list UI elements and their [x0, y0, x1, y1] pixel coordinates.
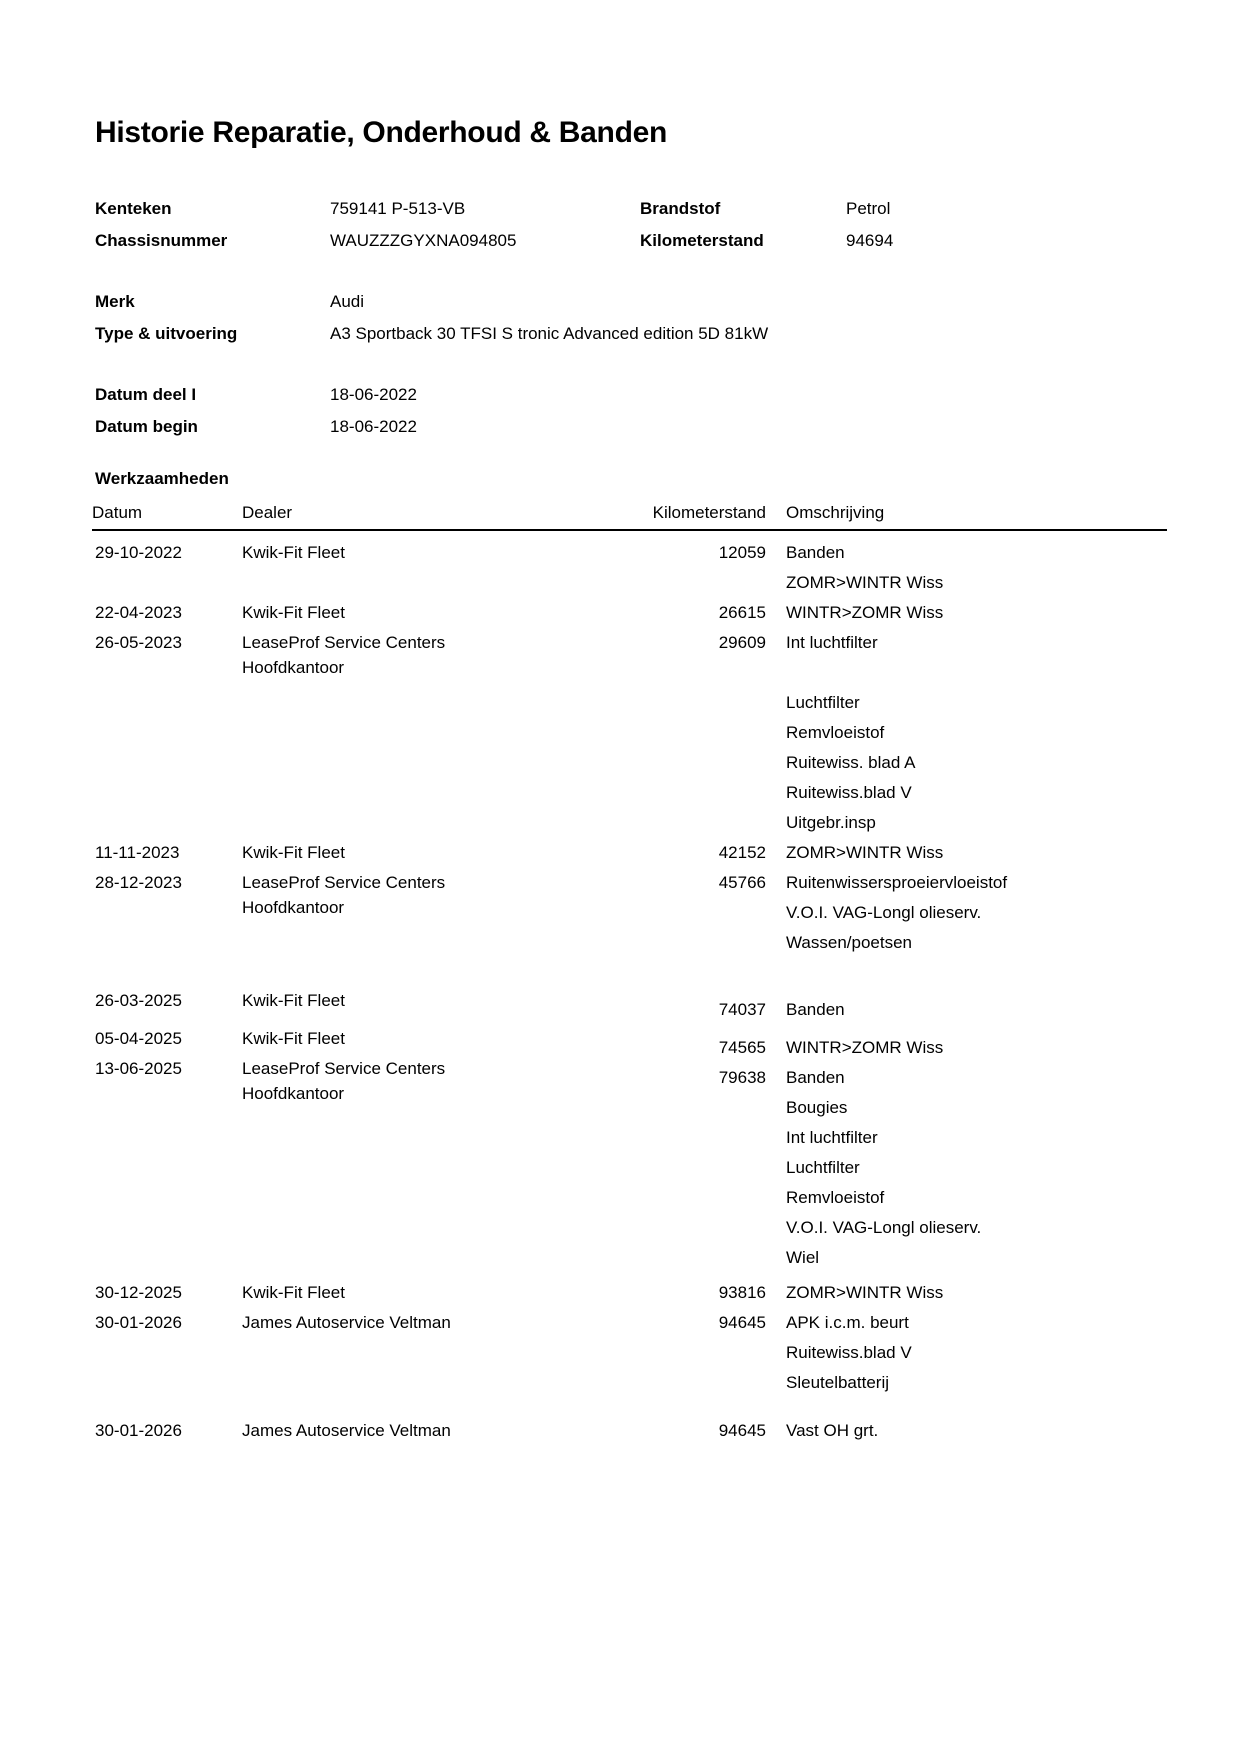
row-dealer — [242, 1024, 621, 1054]
table-body — [95, 538, 1166, 1446]
row-omschrijving — [766, 1308, 1166, 1398]
dealer-line: Kwik-Fit Fleet — [242, 1283, 345, 1302]
omschrijving-line: Ruitewiss.blad V — [786, 1343, 912, 1362]
dealer-line: LeaseProf Service Centers — [242, 873, 446, 892]
row-dealer — [242, 986, 621, 1016]
table-row — [95, 1024, 1166, 1057]
info-row-datum-deel-1 — [95, 379, 1175, 411]
row-omschrijving — [766, 1033, 1166, 1063]
info-row-merk — [95, 286, 1175, 318]
table-header — [92, 502, 1167, 531]
column-header-omschrijving: Omschrijving — [786, 503, 885, 522]
kenteken-label: Kenteken — [95, 199, 172, 218]
row-omschrijving — [766, 598, 1166, 628]
column-header-dealer: Dealer — [242, 503, 293, 522]
dealer-line: Hoofdkantoor — [242, 658, 345, 677]
dealer-line: James Autoservice Veltman — [242, 1421, 451, 1440]
row-dealer — [242, 1416, 621, 1446]
row-datum: 28-12-2023 — [95, 873, 182, 892]
table-row — [95, 868, 1166, 958]
row-datum: 30-12-2025 — [95, 1283, 182, 1302]
dates-block — [95, 379, 1175, 443]
omschrijving-line: Sleutelbatterij — [786, 1373, 890, 1392]
type-uitvoering-label: Type & uitvoering — [95, 324, 238, 343]
omschrijving-line: Ruitenwissersproeiervloeistof — [786, 873, 1008, 892]
row-omschrijving — [766, 838, 1166, 868]
dealer-line: LeaseProf Service Centers — [242, 633, 446, 652]
dealer-line: Hoofdkantoor — [242, 898, 345, 917]
row-datum: 29-10-2022 — [95, 543, 182, 562]
row-dealer — [242, 868, 621, 958]
row-dealer — [242, 538, 621, 598]
dealer-line: Hoofdkantoor — [242, 1084, 345, 1103]
row-kilometerstand: 94645 — [718, 1313, 766, 1332]
page-title: Historie Reparatie, Onderhoud & Banden — [95, 116, 668, 149]
datum-deel-1-value: 18-06-2022 — [330, 385, 417, 404]
omschrijving-line: Wiel — [786, 1248, 820, 1267]
row-dealer — [242, 1308, 621, 1398]
dealer-line: James Autoservice Veltman — [242, 1313, 451, 1332]
row-omschrijving — [766, 628, 1166, 838]
datum-begin-value: 18-06-2022 — [330, 417, 417, 436]
omschrijving-line: Vast OH grt. — [786, 1421, 879, 1440]
row-omschrijving — [766, 1416, 1166, 1446]
chassisnummer-value: WAUZZZGYXNA094805 — [330, 231, 517, 250]
omschrijving-line: WINTR>ZOMR Wiss — [786, 1038, 944, 1057]
row-kilometerstand: 93816 — [718, 1283, 766, 1302]
omschrijving-line: ZOMR>WINTR Wiss — [786, 573, 944, 592]
omschrijving-line: APK i.c.m. beurt — [786, 1313, 909, 1332]
table-row — [95, 628, 1166, 838]
kenteken-value: 759141 P-513-VB — [330, 199, 466, 218]
table-row — [95, 538, 1166, 598]
merk-label: Merk — [95, 292, 135, 311]
row-kilometerstand: 79638 — [718, 1068, 766, 1087]
row-kilometerstand: 74565 — [718, 1038, 766, 1057]
datum-deel-1-label: Datum deel I — [95, 385, 197, 404]
table-row — [95, 1054, 1166, 1267]
omschrijving-line: Luchtfilter — [786, 1158, 860, 1177]
table-row — [95, 1278, 1166, 1308]
omschrijving-line: Banden — [786, 543, 845, 562]
omschrijving-line: Banden — [786, 1000, 845, 1019]
row-dealer — [242, 598, 621, 628]
omschrijving-line: Ruitewiss.blad V — [786, 783, 912, 802]
row-datum: 11-11-2023 — [95, 843, 180, 862]
row-omschrijving — [766, 868, 1166, 958]
row-omschrijving — [766, 995, 1166, 1025]
omschrijving-line: Wassen/poetsen — [786, 933, 912, 952]
chassisnummer-label: Chassisnummer — [95, 231, 228, 250]
info-row-type-uitvoering — [95, 318, 1175, 350]
row-dealer — [242, 628, 621, 838]
kilometerstand-value: 94694 — [846, 231, 894, 250]
omschrijving-line: Luchtfilter — [786, 693, 860, 712]
type-uitvoering-value: A3 Sportback 30 TFSI S tronic Advanced edition 5D 81kW — [330, 324, 769, 343]
table-row — [95, 986, 1166, 1019]
info-row-datum-begin — [95, 411, 1175, 443]
kilometerstand-label: Kilometerstand — [640, 231, 764, 250]
omschrijving-line: V.O.I. VAG-Longl olieserv. — [786, 903, 982, 922]
brandstof-value: Petrol — [846, 199, 891, 218]
omschrijving-line: Banden — [786, 1068, 845, 1087]
row-datum: 26-03-2025 — [95, 991, 182, 1010]
row-kilometerstand: 45766 — [718, 873, 766, 892]
dealer-line: Kwik-Fit Fleet — [242, 843, 345, 862]
row-omschrijving — [766, 538, 1166, 598]
merk-value: Audi — [330, 292, 365, 311]
row-datum: 22-04-2023 — [95, 603, 182, 622]
vehicle-id-block — [95, 193, 1175, 257]
row-datum: 13-06-2025 — [95, 1059, 182, 1078]
column-header-kilometerstand: Kilometerstand — [652, 503, 766, 522]
omschrijving-line: WINTR>ZOMR Wiss — [786, 603, 944, 622]
row-omschrijving — [766, 1063, 1166, 1273]
dealer-line: Kwik-Fit Fleet — [242, 603, 345, 622]
brandstof-label: Brandstof — [640, 199, 721, 218]
omschrijving-line: Int luchtfilter — [786, 633, 878, 652]
row-dealer — [242, 838, 621, 868]
row-kilometerstand: 29609 — [718, 633, 766, 652]
row-datum: 05-04-2025 — [95, 1029, 182, 1048]
row-kilometerstand: 94645 — [718, 1421, 766, 1440]
omschrijving-line: ZOMR>WINTR Wiss — [786, 843, 944, 862]
omschrijving-line: Uitgebr.insp — [786, 813, 876, 832]
omschrijving-line: Remvloeistof — [786, 723, 885, 742]
table-row — [95, 1416, 1166, 1446]
dealer-line: Kwik-Fit Fleet — [242, 1029, 345, 1048]
row-datum: 30-01-2026 — [95, 1421, 182, 1440]
row-dealer — [242, 1054, 621, 1264]
omschrijving-line: Ruitewiss. blad A — [786, 753, 916, 772]
table-row — [95, 838, 1166, 868]
vehicle-type-block — [95, 286, 1175, 350]
dealer-line: Kwik-Fit Fleet — [242, 543, 345, 562]
row-kilometerstand: 12059 — [718, 543, 766, 562]
omschrijving-line: V.O.I. VAG-Longl olieserv. — [786, 1218, 982, 1237]
row-kilometerstand: 42152 — [718, 843, 766, 862]
column-header-datum: Datum — [92, 503, 143, 522]
info-row-kenteken — [95, 193, 1175, 225]
omschrijving-line: Bougies — [786, 1098, 848, 1117]
omschrijving-line — [786, 658, 1166, 688]
werkzaamheden-heading: Werkzaamheden — [95, 469, 229, 488]
info-row-chassisnummer — [95, 225, 1175, 257]
row-dealer — [242, 1278, 621, 1308]
omschrijving-line: Remvloeistof — [786, 1188, 885, 1207]
dealer-line: LeaseProf Service Centers — [242, 1059, 446, 1078]
row-omschrijving — [766, 1278, 1166, 1308]
omschrijving-line: ZOMR>WINTR Wiss — [786, 1283, 944, 1302]
row-datum: 30-01-2026 — [95, 1313, 182, 1332]
row-kilometerstand: 74037 — [718, 1000, 766, 1019]
dealer-line: Kwik-Fit Fleet — [242, 991, 345, 1010]
row-kilometerstand: 26615 — [718, 603, 766, 622]
row-datum: 26-05-2023 — [95, 633, 182, 652]
datum-begin-label: Datum begin — [95, 417, 198, 436]
table-row — [95, 598, 1166, 628]
omschrijving-line: Int luchtfilter — [786, 1128, 878, 1147]
table-row — [95, 1308, 1166, 1398]
